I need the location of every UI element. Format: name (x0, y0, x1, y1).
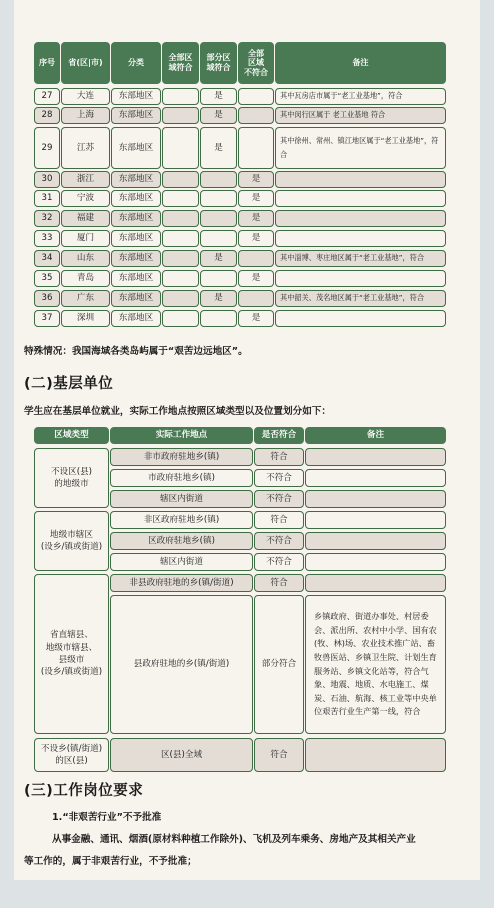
row-all (162, 310, 199, 327)
row-province: 宁波 (61, 190, 110, 207)
worksite-cell: 县政府驻地的乡(镇/街道) (110, 595, 253, 734)
row-category: 东部地区 (111, 127, 161, 169)
worksite-cell: 非市政府驻地乡(镇) (110, 448, 253, 466)
row-partial: 是 (200, 88, 237, 105)
row-note: 其中瓦房店市属于“老工业基地”，符合 (275, 88, 446, 105)
row-province: 青岛 (61, 270, 110, 287)
row-province: 山东 (61, 250, 110, 267)
row-no: 29 (34, 127, 60, 169)
row-note (275, 210, 446, 227)
worksite-cell: 区政府驻地乡(镇) (110, 532, 253, 550)
row-all (162, 88, 199, 105)
header-eligible: 是否符合 (254, 427, 304, 444)
row-all (162, 190, 199, 207)
eligible-cell: 符合 (254, 574, 304, 592)
worksite-cell: 区(县)全域 (110, 738, 253, 772)
row-province: 福建 (61, 210, 110, 227)
note-cell (305, 553, 446, 571)
row-all (162, 230, 199, 247)
row-no: 37 (34, 310, 60, 327)
eligible-cell: 不符合 (254, 553, 304, 571)
row-province: 深圳 (61, 310, 110, 327)
row-no: 31 (34, 190, 60, 207)
region-type-cell: 省直辖县、 地级市辖县、 县级市 (设乡/镇或街道) (34, 574, 109, 734)
header-no: 序号 (34, 42, 60, 84)
note-cell: 乡镇政府、街道办事处、村居委会、派出所、农村中小学、国有农(牧、林)场、农业技术推广站、畜牧兽医站、乡镇卫生院、计划生育服务站、乡镇文化站等，符合气象、地震、地质、水电施工、煤炭、石油、航海、核工业等中央单位艰苦行业生产第一线，符合 (305, 595, 446, 734)
region-type-cell: 不设乡(镇/街道) 的区(县) (34, 738, 109, 772)
row-partial: 是 (200, 250, 237, 267)
row-province: 广东 (61, 290, 110, 307)
row-note (275, 171, 446, 188)
row-no: 27 (34, 88, 60, 105)
row-none (238, 107, 274, 124)
row-all (162, 210, 199, 227)
row-all (162, 270, 199, 287)
row-no: 28 (34, 107, 60, 124)
row-none: 是 (238, 210, 274, 227)
row-none: 是 (238, 270, 274, 287)
row-none: 是 (238, 171, 274, 188)
row-partial (200, 210, 237, 227)
note-cell (305, 738, 446, 772)
row-none: 是 (238, 190, 274, 207)
row-partial: 是 (200, 290, 237, 307)
eligible-cell: 不符合 (254, 490, 304, 508)
row-note: 其中韶关、茂名地区属于“老工业基地”，符合 (275, 290, 446, 307)
row-partial: 是 (200, 127, 237, 169)
header-region-type: 区域类型 (34, 427, 109, 444)
row-partial (200, 310, 237, 327)
row-note: 其中闵行区属于 老工业基地 符合 (275, 107, 446, 124)
eligible-cell: 符合 (254, 448, 304, 466)
row-partial (200, 270, 237, 287)
row-category: 东部地区 (111, 190, 161, 207)
row-category: 东部地区 (111, 171, 161, 188)
row-category: 东部地区 (111, 107, 161, 124)
special-note: 特殊情况：我国海域各类岛屿属于“艰苦边远地区”。 (24, 346, 248, 357)
worksite-cell: 辖区内街道 (110, 490, 253, 508)
row-note (275, 230, 446, 247)
note-cell (305, 532, 446, 550)
note-cell (305, 511, 446, 529)
row-no: 30 (34, 171, 60, 188)
note-cell (305, 448, 446, 466)
row-category: 东部地区 (111, 230, 161, 247)
worksite-cell: 非区政府驻地乡(镇) (110, 511, 253, 529)
header-note: 备注 (305, 427, 446, 444)
row-no: 32 (34, 210, 60, 227)
header-no-match: 全部 区域 不符合 (238, 42, 274, 84)
row-category: 东部地区 (111, 290, 161, 307)
region-type-cell: 不设区(县) 的地级市 (34, 448, 109, 508)
section3-title: (三)工作岗位要求 (24, 783, 144, 799)
bottom-margin (0, 880, 494, 908)
note-cell (305, 574, 446, 592)
row-note (275, 190, 446, 207)
worksite-cell: 市政府驻地乡(镇) (110, 469, 253, 487)
header-note: 备注 (275, 42, 446, 84)
section2-title: (二)基层单位 (24, 376, 114, 392)
worksite-cell: 辖区内街道 (110, 553, 253, 571)
row-no: 35 (34, 270, 60, 287)
row-none (238, 88, 274, 105)
row-province: 大连 (61, 88, 110, 105)
header-province: 省(区|市) (61, 42, 110, 84)
header-all-match: 全部区 域符合 (162, 42, 199, 84)
row-note: 其中徐州、常州、镇江地区属于“老工业基地”，符合 (275, 127, 446, 169)
eligible-cell: 符合 (254, 738, 304, 772)
row-partial (200, 171, 237, 188)
eligible-cell: 不符合 (254, 469, 304, 487)
row-all (162, 250, 199, 267)
row-category: 东部地区 (111, 310, 161, 327)
row-partial: 是 (200, 107, 237, 124)
row-province: 浙江 (61, 171, 110, 188)
row-all (162, 107, 199, 124)
row-all (162, 290, 199, 307)
row-all (162, 127, 199, 169)
row-none: 是 (238, 310, 274, 327)
row-partial (200, 230, 237, 247)
document-page (14, 0, 480, 880)
eligible-cell: 部分符合 (254, 595, 304, 734)
region-type-cell: 地级市辖区 (设乡/镇或街道) (34, 511, 109, 571)
row-note: 其中淄博、枣庄地区属于“老工业基地”，符合 (275, 250, 446, 267)
row-province: 上海 (61, 107, 110, 124)
worksite-cell: 非县政府驻地的乡(镇/街道) (110, 574, 253, 592)
header-category: 分类 (111, 42, 161, 84)
row-none: 是 (238, 230, 274, 247)
section2-intro: 学生应在基层单位就业，实际工作地点按照区域类型以及位置划分如下： (24, 406, 331, 417)
eligible-cell: 不符合 (254, 532, 304, 550)
row-note (275, 310, 446, 327)
row-no: 36 (34, 290, 60, 307)
row-category: 东部地区 (111, 270, 161, 287)
section3-paragraph-line2: 等工作的，属于非艰苦行业，不予批准； (24, 856, 197, 867)
section3-item1: 1.“非艰苦行业”不予批准 (52, 812, 162, 823)
row-category: 东部地区 (111, 88, 161, 105)
note-cell (305, 469, 446, 487)
row-note (275, 270, 446, 287)
eligible-cell: 符合 (254, 511, 304, 529)
row-province: 江苏 (61, 127, 110, 169)
row-none (238, 127, 274, 169)
row-no: 34 (34, 250, 60, 267)
row-province: 厦门 (61, 230, 110, 247)
row-all (162, 171, 199, 188)
row-category: 东部地区 (111, 210, 161, 227)
row-none (238, 250, 274, 267)
section3-paragraph-line1: 从事金融、通讯、烟酒(原材料种植工作除外)、飞机及列车乘务、房地产及其相关产业 (52, 834, 416, 845)
row-category: 东部地区 (111, 250, 161, 267)
row-none (238, 290, 274, 307)
header-worksite: 实际工作地点 (110, 427, 253, 444)
header-partial-match: 部分区 域符合 (200, 42, 237, 84)
row-no: 33 (34, 230, 60, 247)
note-cell (305, 490, 446, 508)
row-partial (200, 190, 237, 207)
